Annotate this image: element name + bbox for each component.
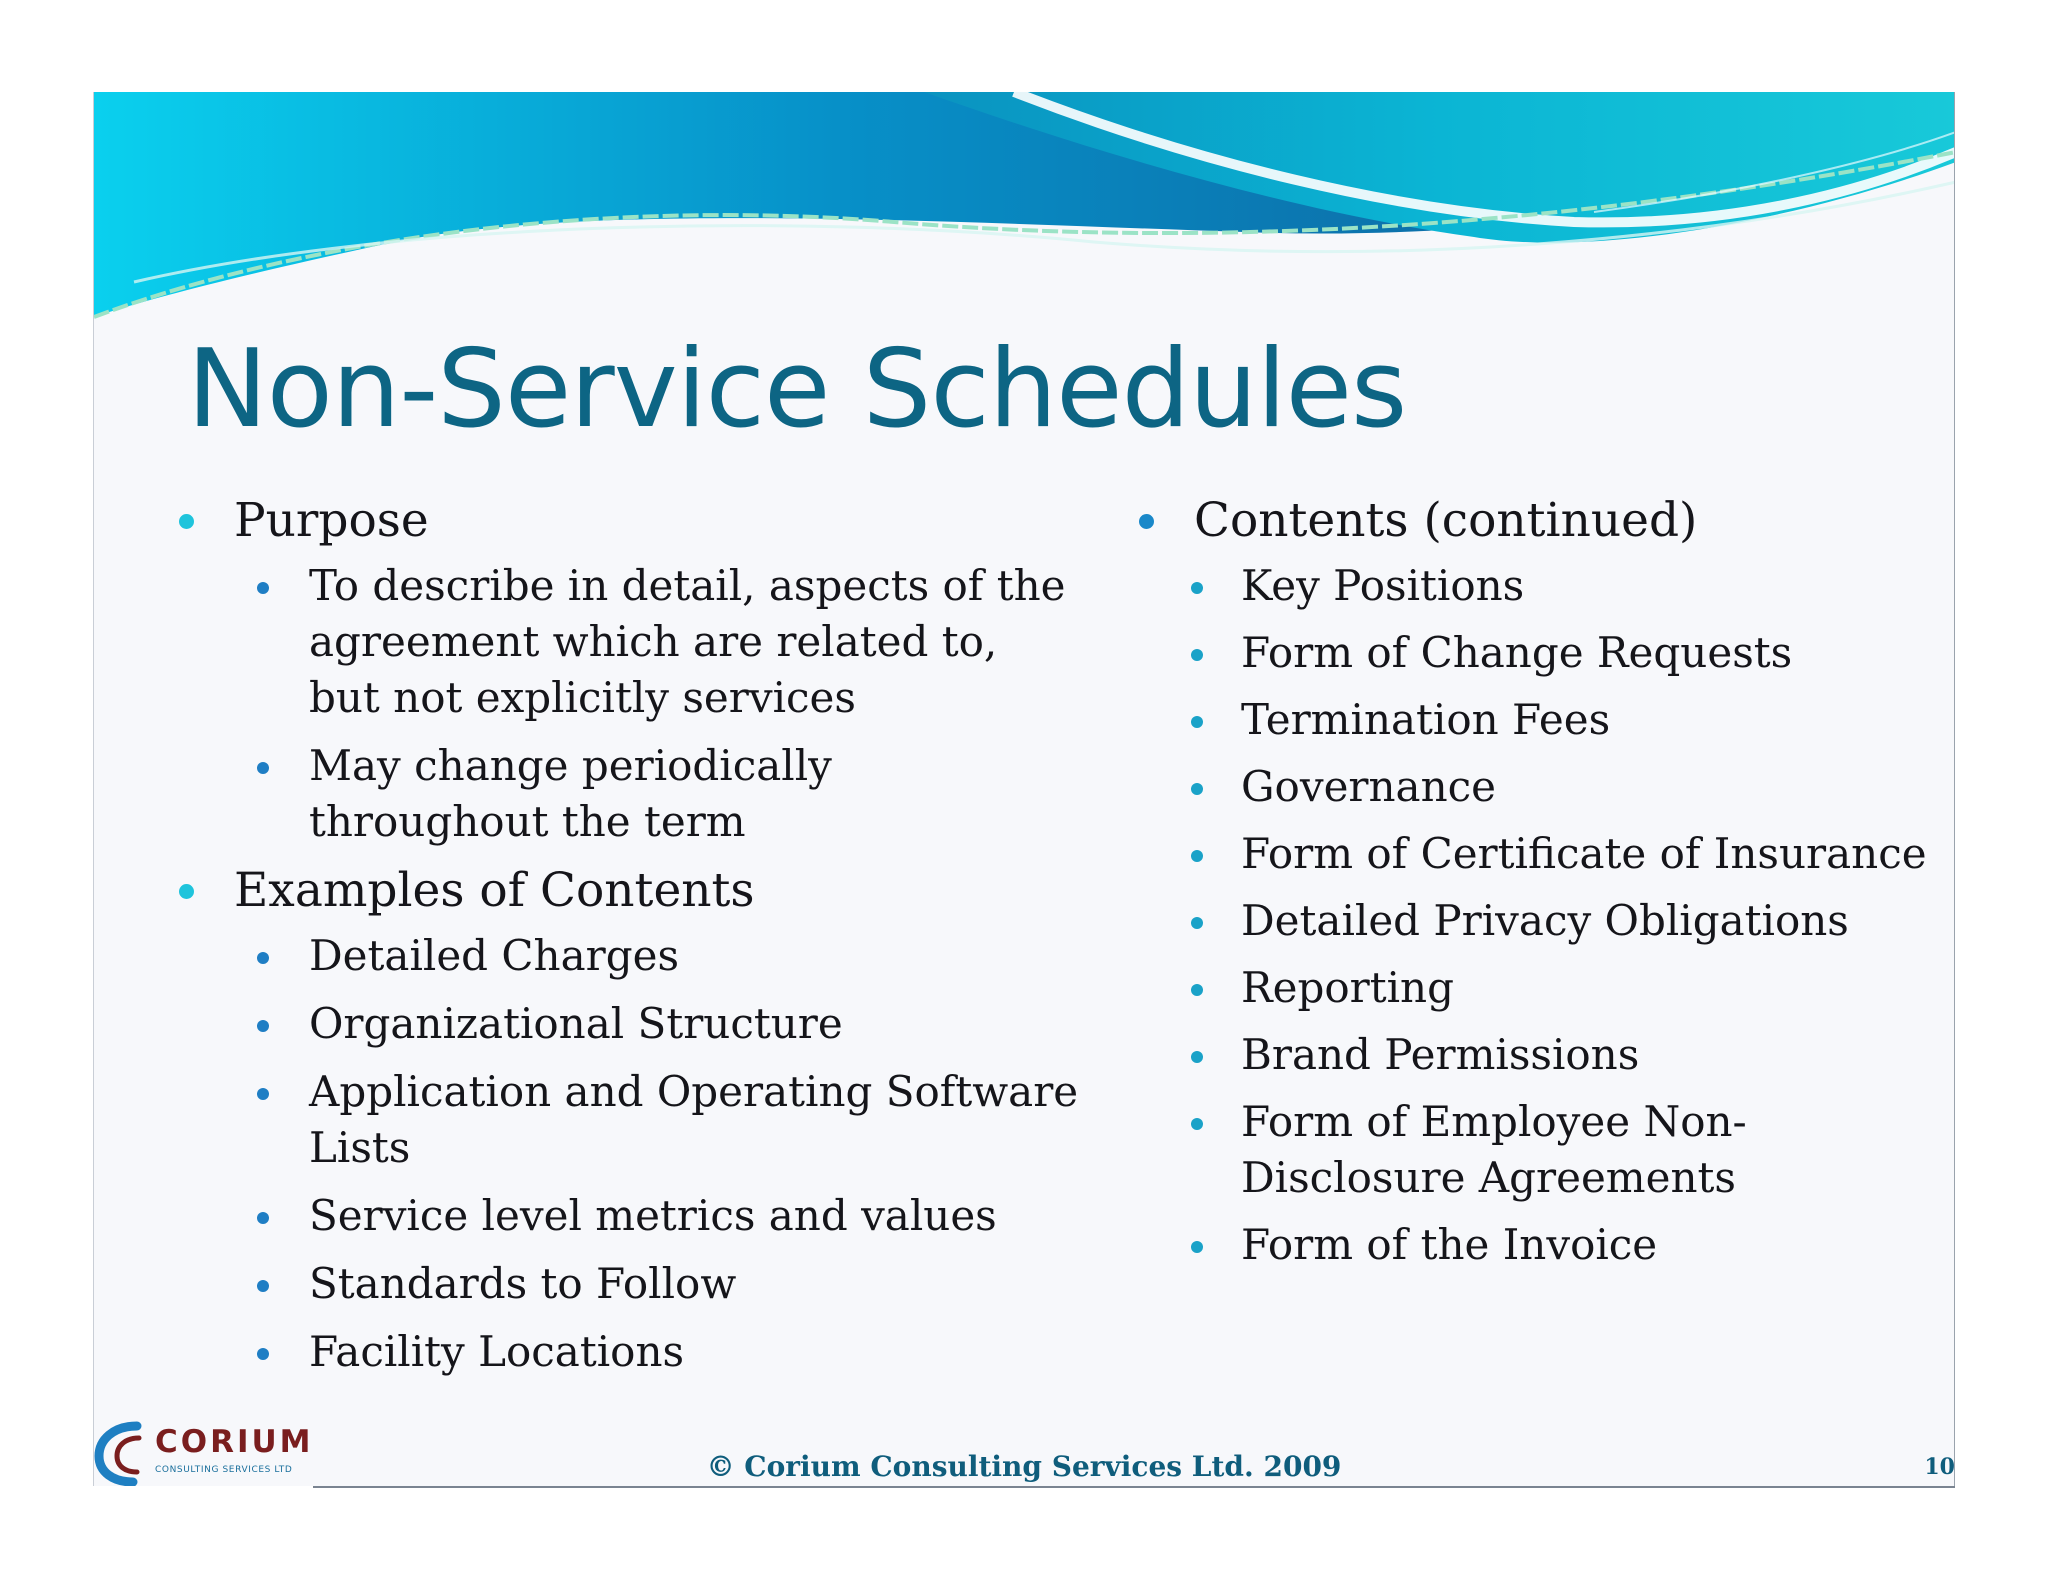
bullet-dot-icon	[257, 1348, 269, 1360]
slide	[93, 92, 1955, 1486]
bullet-dot-icon	[179, 884, 194, 899]
slide-title: Non-Service Schedules	[187, 327, 1407, 452]
footer-divider	[313, 1486, 1955, 1488]
bullet-dot-icon	[257, 1020, 269, 1032]
sub-bullet: To describe in detail, aspects of the agreement which are related to, but not explicitly services	[179, 558, 1079, 726]
bullet-dot-icon	[257, 762, 269, 774]
bullet-dot-icon	[1191, 917, 1203, 929]
page-number: 10	[1924, 1454, 1955, 1480]
sub-bullet: May change periodically throughout the term	[179, 738, 1079, 850]
bullet-dot-icon	[1191, 582, 1203, 594]
sub-bullet: Key Positions	[1139, 558, 1939, 614]
sub-bullet: Service level metrics and values	[179, 1188, 1079, 1244]
sub-bullet: Reporting	[1139, 960, 1939, 1016]
header-wave-banner	[94, 92, 1955, 322]
sub-bullet: Form of Change Requests	[1139, 625, 1939, 681]
bullet-dot-icon	[1191, 984, 1203, 996]
bullet-dot-icon	[257, 582, 269, 594]
right-column	[1139, 492, 1939, 1284]
bullet-dot-icon	[1191, 716, 1203, 728]
bullet-dot-icon	[179, 514, 194, 529]
sub-bullet: Detailed Charges	[179, 928, 1079, 984]
left-column	[179, 492, 1079, 1392]
bullet-dot-icon	[257, 1280, 269, 1292]
bullet-dot-icon	[1191, 1118, 1203, 1130]
sub-bullet: Brand Permissions	[1139, 1027, 1939, 1083]
sub-bullet: Form of Certificate of Insurance	[1139, 826, 1939, 882]
bullet-examples: Examples of Contents	[179, 862, 1079, 920]
bullet-dot-icon	[1191, 649, 1203, 661]
bullet-purpose: Purpose	[179, 492, 1079, 550]
bullet-dot-icon	[1139, 514, 1154, 529]
sub-bullet: Facility Locations	[179, 1324, 1079, 1380]
sub-bullet: Detailed Privacy Obligations	[1139, 893, 1939, 949]
sub-bullet: Organizational Structure	[179, 996, 1079, 1052]
sub-bullet: Form of the Invoice	[1139, 1217, 1939, 1273]
logo-name: CORIUM	[155, 1424, 314, 1460]
logo-subtitle: CONSULTING SERVICES LTD	[155, 1465, 293, 1475]
bullet-dot-icon	[1191, 850, 1203, 862]
footer-copyright: © Corium Consulting Services Ltd. 2009	[706, 1450, 1342, 1483]
sub-bullet: Form of Employee Non-Disclosure Agreements	[1139, 1094, 1939, 1206]
sub-bullet: Governance	[1139, 759, 1939, 815]
sub-bullet: Standards to Follow	[179, 1256, 1079, 1312]
bullet-dot-icon	[257, 1212, 269, 1224]
sub-bullet: Application and Operating Software Lists	[179, 1064, 1079, 1176]
bullet-dot-icon	[1191, 783, 1203, 795]
bullet-dot-icon	[1191, 1051, 1203, 1063]
bullet-dot-icon	[257, 1088, 269, 1100]
bullet-dot-icon	[1191, 1241, 1203, 1253]
bullet-contents-continued: Contents (continued)	[1139, 492, 1939, 550]
bullet-dot-icon	[257, 952, 269, 964]
sub-bullet: Termination Fees	[1139, 692, 1939, 748]
